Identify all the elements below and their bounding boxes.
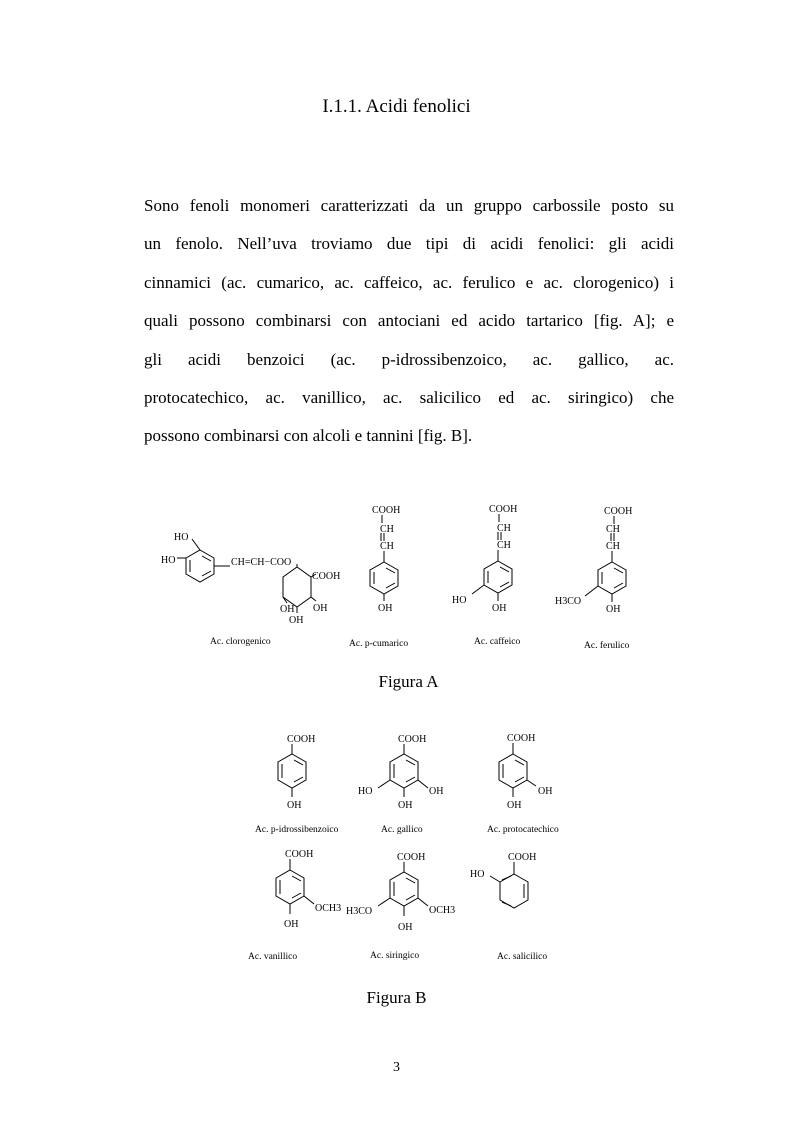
chlorogenic-chain-label: CH=CH−COO	[231, 557, 292, 568]
ferulic-ch-label: CH	[606, 541, 620, 552]
caffeic-cooh-label: COOH	[489, 504, 518, 515]
ferulic-h3co-label: H3CO	[555, 596, 582, 607]
syringic-oh-label: OH	[398, 922, 413, 933]
salicylic-acid-structure	[470, 852, 547, 962]
caffeic-acid-structure	[452, 504, 520, 647]
gallic-name: Ac. gallico	[381, 825, 423, 835]
body-line: possono combinarsi con alcoli e tannini [fig. B].	[144, 426, 473, 446]
vanillic-oh-label: OH	[284, 919, 299, 930]
vanillic-acid-structure	[248, 849, 341, 962]
ferulic-acid-structure	[555, 506, 632, 651]
chlorogenic-name: Ac. clorogenico	[210, 637, 271, 647]
chlorogenic-oh-label: OH	[313, 603, 328, 614]
section-title: I.1.1. Acidi fenolici	[322, 96, 471, 117]
p-coumaric-acid-structure	[349, 505, 408, 649]
syringic-h3co-label: H3CO	[346, 906, 373, 917]
figure-b-caption: Figura B	[366, 988, 427, 1007]
syringic-och3-label: OCH3	[429, 905, 456, 916]
chlorogenic-ho-left-label: HO	[161, 555, 176, 566]
gallic-oh-label: OH	[429, 786, 444, 797]
quinic-ring	[283, 567, 311, 607]
chlorogenic-acid-structure	[161, 532, 340, 647]
coumaric-ch-label: CH	[380, 524, 394, 535]
body-line: un fenolo. Nell’uva troviamo due tipi di acidi fenolici: gli acidi	[144, 234, 674, 254]
syringic-cooh-label: COOH	[397, 852, 426, 863]
body-line: Sono fenoli monomeri caratterizzati da un gruppo carbossile posto su	[144, 196, 674, 215]
chlorogenic-ho-top-label: HO	[174, 532, 189, 543]
hydroxybenzoic-oh-label: OH	[287, 800, 302, 811]
body-line: protocatechico, ac. vanillico, ac. salicilico ed ac. siringico) che	[144, 387, 674, 407]
coumaric-ch-label: CH	[380, 541, 394, 552]
salicylic-name: Ac. salicilico	[497, 952, 548, 962]
salicylic-cooh-label: COOH	[508, 852, 537, 863]
page-number: 3	[393, 1060, 400, 1075]
chlorogenic-oh-label: OH	[280, 604, 295, 615]
caffeic-oh-label: OH	[492, 603, 507, 614]
gallic-cooh-label: COOH	[398, 734, 427, 745]
body-line: cinnamici (ac. cumarico, ac. caffeico, ac. ferulico e ac. clorogenico) i	[144, 272, 674, 292]
gallic-acid-structure	[358, 734, 443, 835]
salicylic-ho-label: HO	[470, 869, 485, 880]
chlorogenic-cooh-label: COOH	[312, 571, 341, 582]
gallic-ho-label: HO	[358, 786, 373, 797]
coumaric-oh-label: OH	[378, 603, 393, 614]
gallic-oh-label: OH	[398, 800, 413, 811]
protocatechuic-name: Ac. protocatechico	[487, 825, 559, 835]
vanillic-och3-label: OCH3	[315, 903, 342, 914]
syringic-acid-structure	[346, 852, 455, 961]
protocatechuic-oh-label: OH	[507, 800, 522, 811]
caffeic-name: Ac. caffeico	[474, 637, 521, 647]
caffeic-ho-label: HO	[452, 595, 467, 606]
protocatechuic-cooh-label: COOH	[507, 733, 536, 744]
protocatechuic-acid-structure	[487, 733, 559, 835]
vanillic-name: Ac. vanillico	[248, 952, 298, 962]
ferulic-oh-label: OH	[606, 604, 621, 615]
body-line: gli acidi benzoici (ac. p-idrossibenzoico, ac. gallico, ac.	[144, 349, 674, 369]
hydroxybenzoic-name: Ac. p-idrossibenzoico	[255, 825, 339, 835]
body-paragraph	[144, 187, 674, 456]
figure-a-structures	[0, 495, 793, 660]
chlorogenic-oh-label: OH	[289, 615, 304, 626]
figure-a-caption: Figura A	[378, 672, 439, 691]
ferulic-name: Ac. ferulico	[584, 641, 630, 651]
coumaric-cooh-label: COOH	[372, 505, 401, 516]
coumaric-name: Ac. p-cumarico	[349, 639, 409, 649]
caffeic-ch-label: CH	[497, 540, 511, 551]
p-hydroxybenzoic-acid-structure	[255, 734, 339, 835]
protocatechuic-oh-label: OH	[538, 786, 553, 797]
vanillic-cooh-label: COOH	[285, 849, 314, 860]
ferulic-ch-label: CH	[606, 524, 620, 535]
caffeic-ch-label: CH	[497, 523, 511, 534]
body-line: quali possono combinarsi con antociani ed acido tartarico [fig. A]; e	[144, 311, 674, 331]
ferulic-cooh-label: COOH	[604, 506, 633, 517]
syringic-name: Ac. siringico	[370, 951, 420, 961]
figure-b-structures	[0, 722, 793, 972]
hydroxybenzoic-cooh-label: COOH	[287, 734, 316, 745]
